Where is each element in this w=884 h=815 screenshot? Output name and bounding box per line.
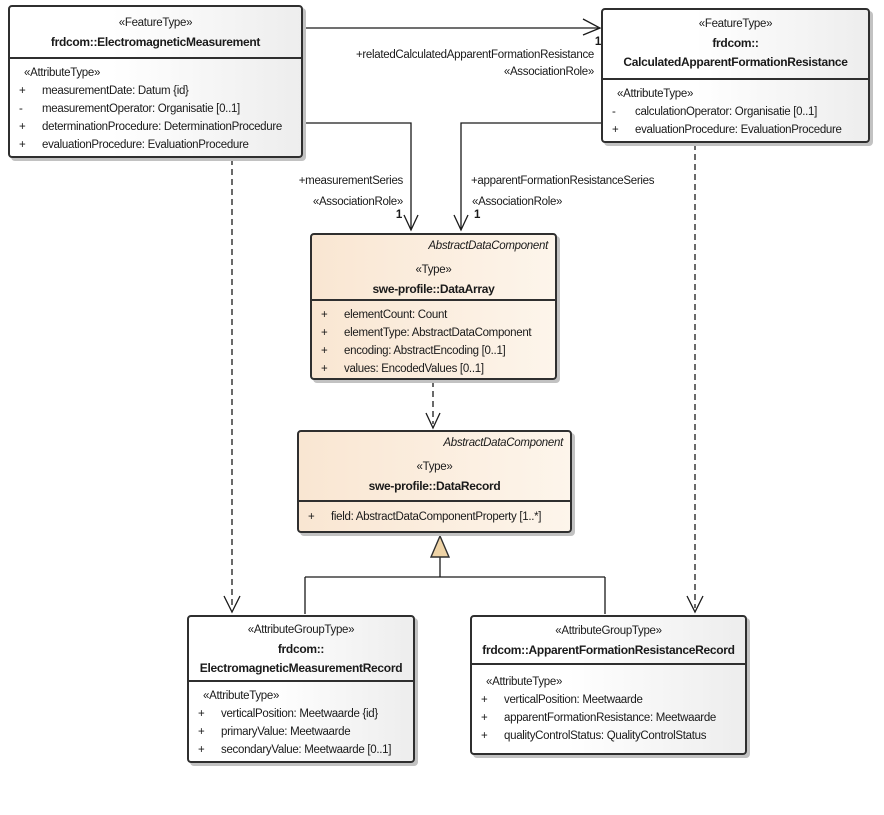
class-header xyxy=(299,432,570,500)
class-name: swe-profile::DataArray xyxy=(372,282,495,296)
attribute-row xyxy=(603,121,868,139)
class-name: frdcom:: xyxy=(277,642,325,656)
association-related-arrowhead xyxy=(583,19,600,35)
attribute-stereotype: «AttributeType» xyxy=(24,67,101,79)
class-stereotype: «FeatureType» xyxy=(118,17,193,29)
visibility-marker: + xyxy=(198,726,205,738)
class-header xyxy=(189,617,413,680)
class-name: frdcom::ElectromagneticMeasurement xyxy=(50,35,261,49)
visibility-marker: + xyxy=(612,124,619,136)
role-label-related: +relatedCalculatedApparentFormationResistance xyxy=(355,49,594,61)
attribute-text: values: EncodedValues [0..1] xyxy=(344,363,484,375)
visibility-marker: + xyxy=(198,744,205,756)
attribute-row xyxy=(312,324,555,342)
visibility-marker: + xyxy=(19,121,26,133)
attribute-compartment xyxy=(312,299,555,378)
class-box-data-record[interactable] xyxy=(297,430,572,533)
attribute-text: verticalPosition: Meetwaarde {id} xyxy=(221,708,378,720)
multiplicity-measurement-series: 1 xyxy=(395,209,402,221)
attribute-row xyxy=(312,342,555,360)
attribute-text: measurementDate: Datum {id} xyxy=(42,85,189,97)
attribute-row xyxy=(189,723,413,741)
class-box-calculated-apparent-formation-resistance[interactable] xyxy=(601,8,870,143)
attribute-text: verticalPosition: Meetwaarde xyxy=(504,694,643,706)
class-stereotype: «AttributeGroupType» xyxy=(247,624,355,636)
attribute-row xyxy=(10,82,301,100)
attribute-compartment xyxy=(299,500,570,531)
attribute-row xyxy=(472,709,745,727)
attribute-text: elementType: AbstractDataComponent xyxy=(344,327,532,339)
class-header xyxy=(472,617,745,663)
multiplicity-related: 1 xyxy=(594,36,601,48)
attribute-compartment xyxy=(603,78,868,141)
visibility-marker: + xyxy=(308,511,315,523)
attribute-row xyxy=(189,705,413,723)
attribute-text: elementCount: Count xyxy=(344,309,447,321)
stereotype-label-afr-series: «AssociationRole» xyxy=(472,196,563,208)
visibility-marker: + xyxy=(321,345,328,357)
role-label-measurement-series: +measurementSeries xyxy=(298,175,403,187)
visibility-marker: - xyxy=(19,103,23,115)
class-box-electromagnetic-measurement[interactable] xyxy=(8,5,303,158)
class-header xyxy=(312,235,555,299)
multiplicity-afr-series: 1 xyxy=(474,209,481,221)
attribute-compartment xyxy=(10,57,301,156)
attribute-stereotype: «AttributeType» xyxy=(486,676,563,688)
visibility-marker: + xyxy=(481,712,488,724)
class-stereotype: «Type» xyxy=(416,461,453,473)
class-box-electromagnetic-measurement-record[interactable] xyxy=(187,615,415,763)
class-stereotype: «FeatureType» xyxy=(698,18,773,30)
attribute-row xyxy=(10,118,301,136)
attribute-compartment xyxy=(472,663,745,753)
attribute-text: determinationProcedure: DeterminationProcedure xyxy=(42,121,282,133)
attribute-row xyxy=(312,306,555,324)
attribute-stereotype: «AttributeType» xyxy=(203,690,280,702)
class-name: CalculatedApparentFormationResistance xyxy=(623,55,848,69)
attribute-text: evaluationProcedure: EvaluationProcedure xyxy=(42,139,249,151)
class-stereotype: «Type» xyxy=(415,264,452,276)
visibility-marker: + xyxy=(198,708,205,720)
attribute-text: encoding: AbstractEncoding [0..1] xyxy=(344,345,506,357)
attribute-text: field: AbstractDataComponentProperty [1..*] xyxy=(331,511,542,523)
supertype-name: AbstractDataComponent xyxy=(428,240,548,252)
supertype-name: AbstractDataComponent xyxy=(443,437,563,449)
attribute-text: calculationOperator: Organisatie [0..1] xyxy=(635,106,817,118)
attribute-row xyxy=(472,727,745,745)
class-header xyxy=(603,10,868,78)
attribute-compartment xyxy=(189,680,413,761)
class-name: frdcom::ApparentFormationResistanceRecord xyxy=(482,643,735,657)
attribute-row xyxy=(312,360,555,378)
attribute-text: secondaryValue: Meetwaarde [0..1] xyxy=(221,744,392,756)
visibility-marker: - xyxy=(612,106,616,118)
class-box-data-array[interactable] xyxy=(310,233,557,380)
class-name: frdcom:: xyxy=(712,36,759,50)
attribute-stereotype: «AttributeType» xyxy=(617,88,694,100)
attribute-row xyxy=(299,508,570,526)
attribute-text: measurementOperator: Organisatie [0..1] xyxy=(42,103,240,115)
class-header xyxy=(10,7,301,57)
attribute-text: evaluationProcedure: EvaluationProcedure xyxy=(635,124,842,136)
class-box-apparent-formation-resistance-record[interactable] xyxy=(470,615,747,755)
attribute-text: primaryValue: Meetwaarde xyxy=(221,726,351,738)
stereotype-label-related: «AssociationRole» xyxy=(503,66,594,78)
attribute-row xyxy=(472,691,745,709)
visibility-marker: + xyxy=(321,309,328,321)
attribute-row xyxy=(10,136,301,154)
visibility-marker: + xyxy=(321,327,328,339)
visibility-marker: + xyxy=(19,85,26,97)
generalization-triangle xyxy=(431,536,449,557)
visibility-marker: + xyxy=(481,694,488,706)
stereotype-label-measurement-series: «AssociationRole» xyxy=(312,196,403,208)
visibility-marker: + xyxy=(481,730,488,742)
role-label-afr-series: +apparentFormationResistanceSeries xyxy=(471,175,655,187)
attribute-row xyxy=(189,741,413,759)
visibility-marker: + xyxy=(321,363,328,375)
class-stereotype: «AttributeGroupType» xyxy=(555,625,662,637)
visibility-marker: + xyxy=(19,139,26,151)
class-name: ElectromagneticMeasurementRecord xyxy=(199,661,403,675)
attribute-text: apparentFormationResistance: Meetwaarde xyxy=(504,712,717,724)
class-name: swe-profile::DataRecord xyxy=(368,479,501,493)
attribute-row xyxy=(10,100,301,118)
generalization-tree-lines xyxy=(305,557,605,614)
attribute-text: qualityControlStatus: QualityControlStatus xyxy=(504,730,707,742)
attribute-row xyxy=(603,103,868,121)
